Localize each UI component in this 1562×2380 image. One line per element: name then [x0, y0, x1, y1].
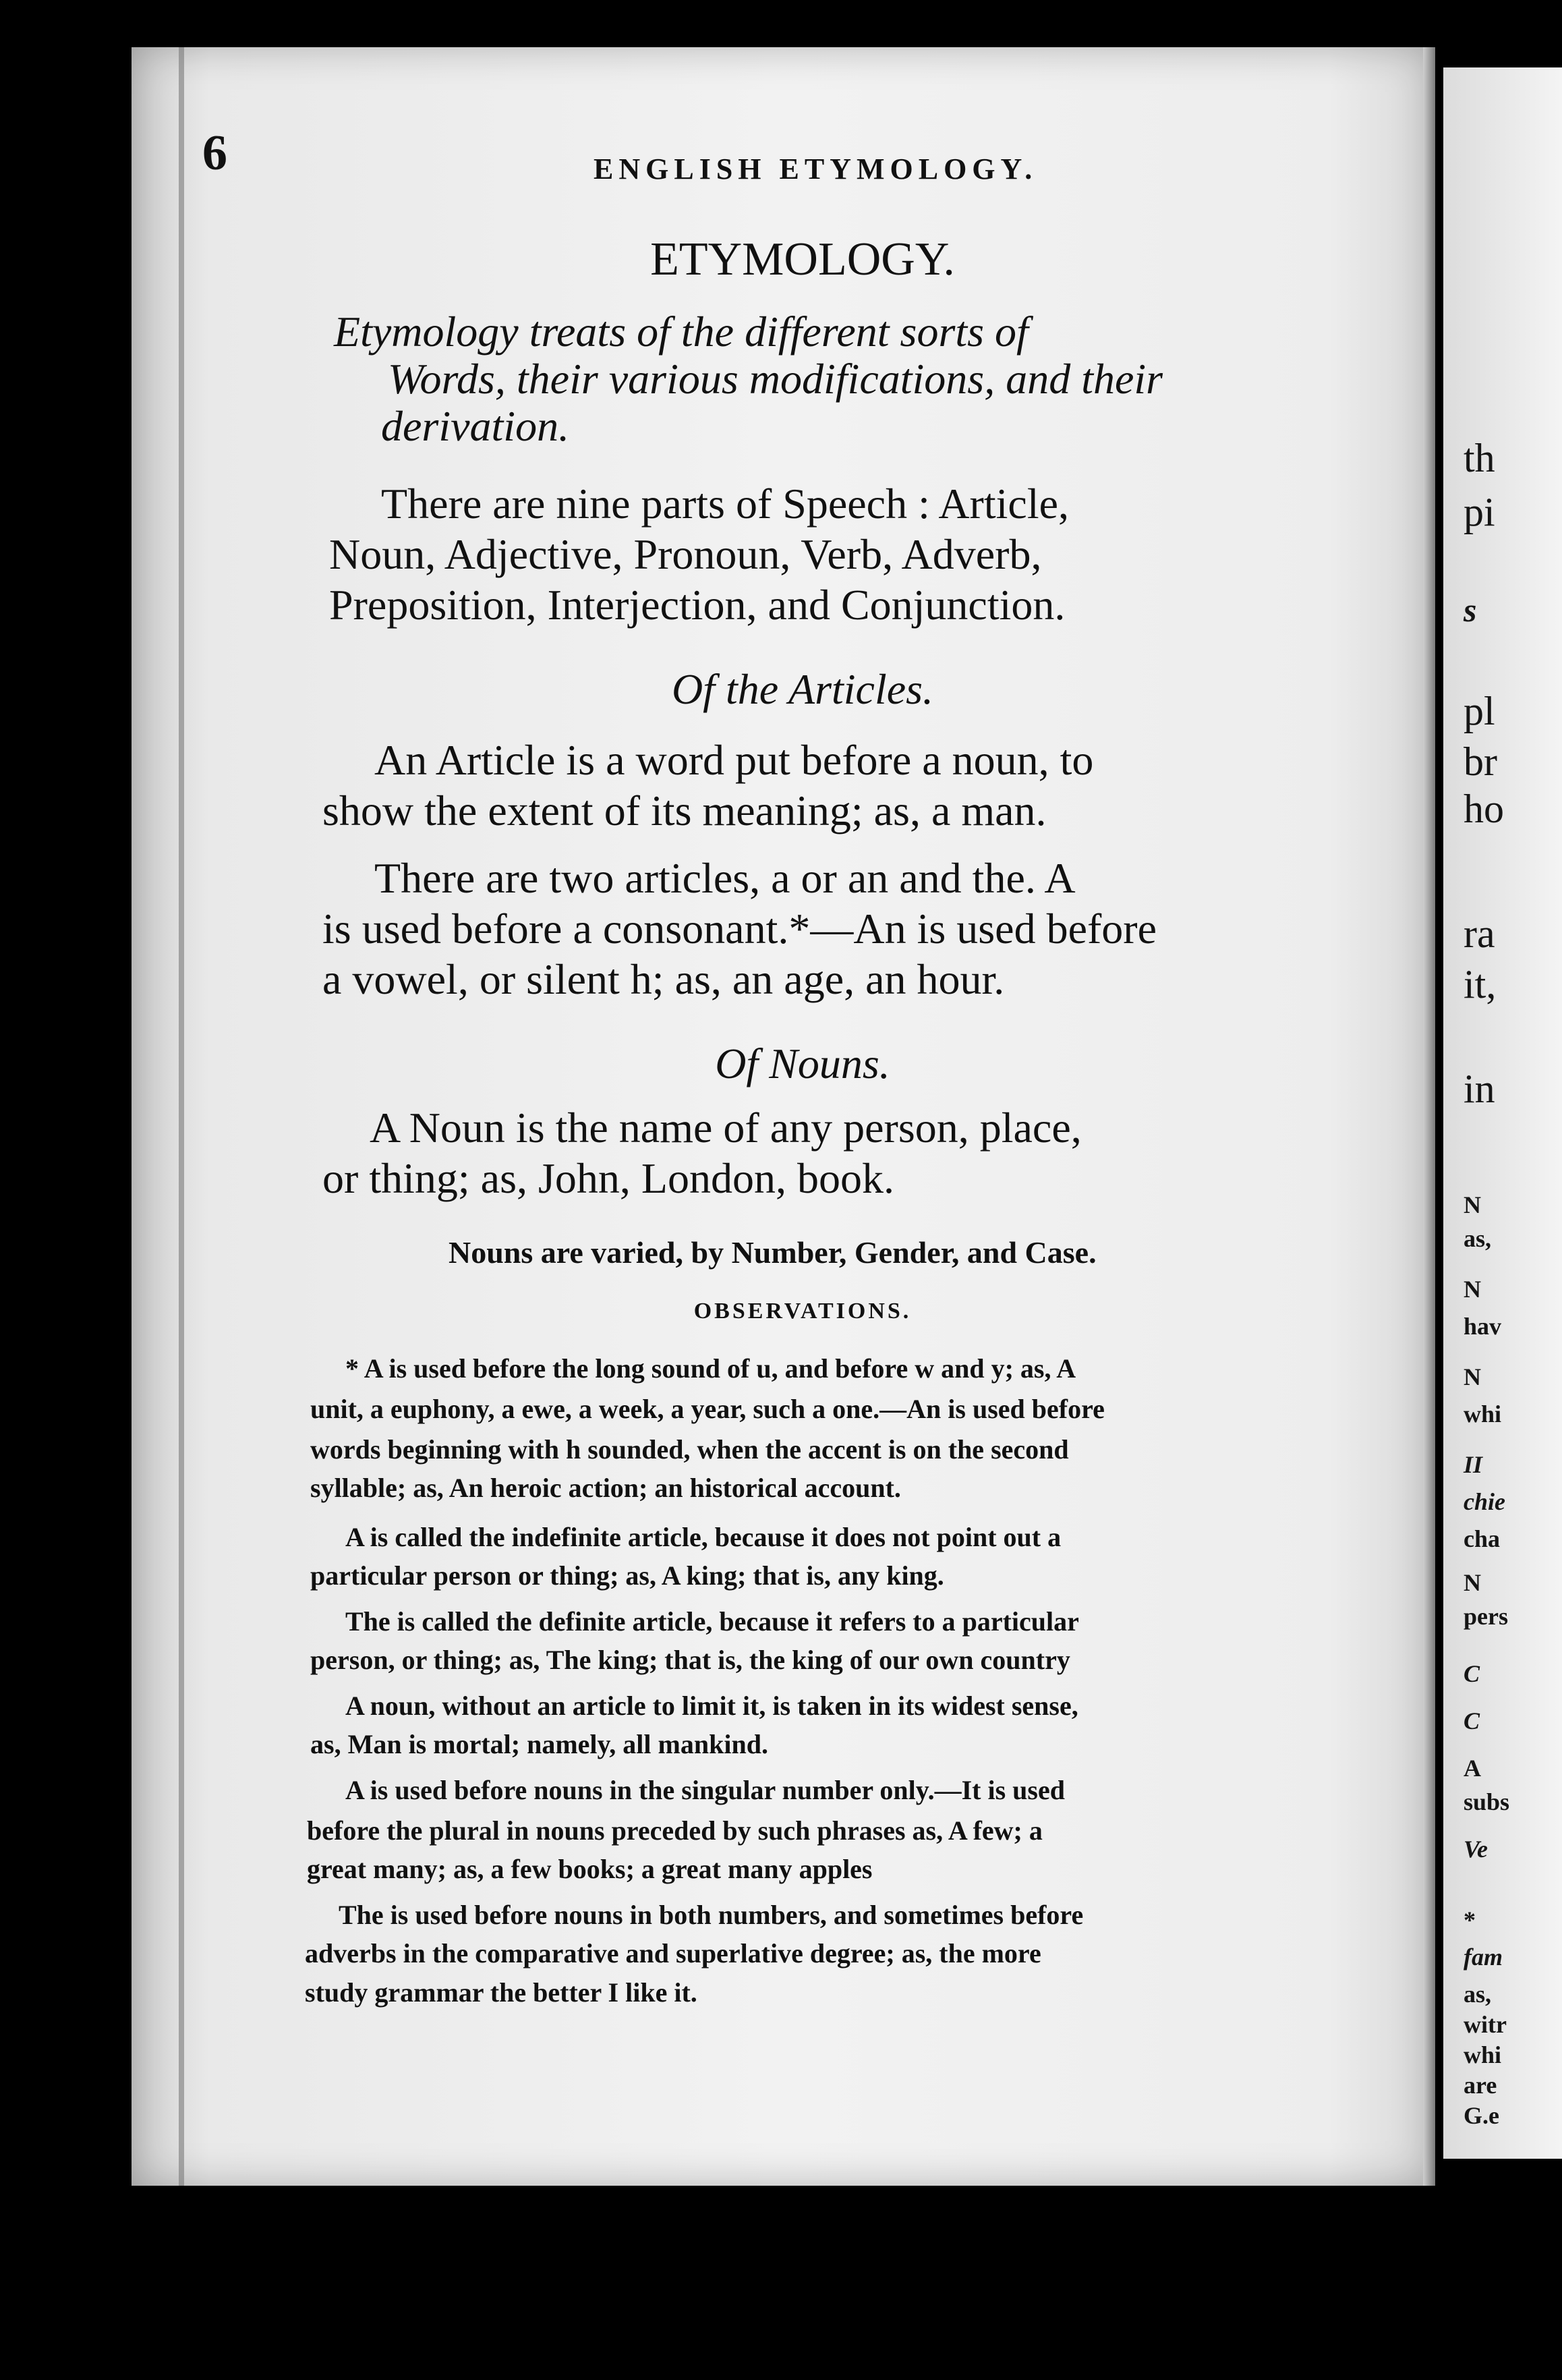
definition-line: Etymology treats of the different sorts of — [334, 308, 1029, 356]
observation-line: * A is used before the long sound of u, and before w and y; as, A — [345, 1353, 1076, 1384]
article-line: a vowel, or silent h; as, an age, an hour. — [322, 955, 1005, 1003]
definition-line: derivation. — [381, 402, 570, 450]
facing-page-fragment: cha — [1464, 1525, 1500, 1552]
nouns-varied-note: Nouns are varied, by Number, Gender, and Case. — [449, 1235, 1097, 1270]
observation-line: The is used before nouns in both numbers, and sometimes before — [339, 1900, 1084, 1930]
facing-page-fragment: subs — [1464, 1788, 1510, 1815]
facing-page-fragment: N — [1464, 1363, 1481, 1390]
parts-line: Preposition, Interjection, and Conjunction. — [329, 581, 1066, 629]
observation-line: adverbs in the comparative and superlative degree; as, the more — [305, 1938, 1041, 1968]
observations-heading: OBSERVATIONS. — [693, 1299, 912, 1324]
facing-page-fragment: are — [1464, 2072, 1497, 2099]
facing-page-fragment: pers — [1464, 1603, 1508, 1630]
observation-line: study grammar the better I like it. — [305, 1977, 697, 2008]
observation-line: A noun, without an article to limit it, is taken in its widest sense, — [345, 1691, 1078, 1721]
facing-page-fragment: fam — [1464, 1944, 1503, 1971]
nouns-heading: Of Nouns. — [715, 1040, 890, 1087]
observation-line: A is called the indefinite article, because it does not point out a — [345, 1522, 1062, 1552]
facing-page-fragment: G.e — [1464, 2102, 1499, 2129]
facing-page-fragment: as, — [1464, 1225, 1492, 1252]
article-line: is used before a consonant.*—An is used before — [322, 905, 1157, 953]
parts-line: There are nine parts of Speech : Article, — [381, 480, 1069, 528]
article-line: show the extent of its meaning; as, a man. — [322, 787, 1047, 834]
observation-line: as, Man is mortal; namely, all mankind. — [310, 1729, 768, 1759]
facing-page-fragment: th — [1464, 436, 1495, 480]
facing-page-fragment: N — [1464, 1191, 1481, 1218]
facing-page-fragment: ho — [1464, 787, 1504, 831]
observation-line: words beginning with h sounded, when the accent is on the second — [310, 1434, 1069, 1465]
observation-line: person, or thing; as, The king; that is, the king of our own country — [310, 1645, 1070, 1675]
page-gutter-edge — [179, 47, 184, 2186]
running-head: ENGLISH ETYMOLOGY. — [594, 152, 1038, 186]
facing-page-fragment: N — [1464, 1276, 1481, 1303]
article-line: There are two articles, a or an and the. A — [374, 854, 1076, 902]
facing-page-fragment: whi — [1464, 2041, 1502, 2068]
noun-line: A Noun is the name of any person, place, — [370, 1104, 1082, 1152]
facing-page-fragment: in — [1464, 1067, 1495, 1111]
facing-page-fragment: Ve — [1464, 1836, 1488, 1863]
observation-line: particular person or thing; as, A king; that is, any king. — [310, 1560, 944, 1591]
page-outer-edge — [1423, 47, 1435, 2186]
parts-line: Noun, Adjective, Pronoun, Verb, Adverb, — [329, 530, 1042, 578]
facing-page-fragment: s — [1464, 591, 1477, 629]
facing-page-fragment: N — [1464, 1569, 1481, 1596]
facing-page-fragment: pl — [1464, 689, 1495, 733]
observation-line: syllable; as, An heroic action; an historical account. — [310, 1473, 901, 1503]
facing-page-fragment: whi — [1464, 1400, 1502, 1427]
observation-line: A is used before nouns in the singular number only.—It is used — [345, 1775, 1065, 1805]
facing-page-fragment: ra — [1464, 911, 1495, 956]
facing-page-fragment: it, — [1464, 962, 1497, 1007]
facing-page-fragment: * — [1464, 1906, 1476, 1933]
observation-line: The is called the definite article, because it refers to a particular — [345, 1606, 1079, 1637]
facing-page-fragment: C — [1464, 1660, 1480, 1687]
facing-page-fragment: chie — [1464, 1488, 1505, 1515]
section-title: ETYMOLOGY. — [650, 233, 955, 285]
observation-line: great many; as, a few books; a great many apples — [307, 1854, 873, 1884]
facing-page-fragment: hav — [1464, 1313, 1502, 1340]
facing-page-fragment: A — [1464, 1755, 1481, 1782]
definition-line: Words, their various modifications, and their — [388, 355, 1163, 403]
observation-line: before the plural in nouns preceded by such phrases as, A few; a — [307, 1815, 1043, 1846]
facing-page-fragment: witr — [1464, 2011, 1507, 2038]
facing-page-fragment: pi — [1464, 490, 1495, 534]
article-line: An Article is a word put before a noun, to — [374, 736, 1094, 784]
facing-page-fragment: as, — [1464, 1981, 1492, 2008]
facing-page-sliver — [1443, 67, 1562, 2159]
facing-page-fragment: C — [1464, 1707, 1480, 1734]
facing-page-fragment: br — [1464, 739, 1497, 784]
articles-heading: Of the Articles. — [671, 665, 934, 713]
observation-line: unit, a euphony, a ewe, a week, a year, such a one.—An is used before — [310, 1394, 1105, 1424]
noun-line: or thing; as, John, London, book. — [322, 1154, 894, 1202]
page-number: 6 — [202, 125, 227, 181]
facing-page-fragment: II — [1464, 1451, 1483, 1478]
